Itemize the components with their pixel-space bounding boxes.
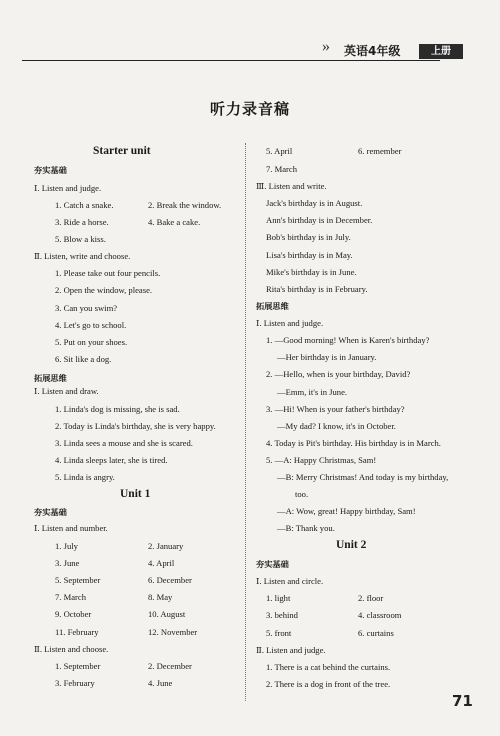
transcript-line: 6. remember <box>358 146 402 156</box>
transcript-line: 1. July <box>55 541 78 551</box>
transcript-line: Ⅲ. Listen and write. <box>256 181 327 191</box>
transcript-line: —A: Wow, great! Happy birthday, Sam! <box>277 506 416 516</box>
transcript-line: Ⅰ. Listen and draw. <box>34 386 99 396</box>
transcript-line: 6. Sit like a dog. <box>55 354 112 364</box>
transcript-line: 7. March <box>55 592 87 602</box>
transcript-line: —Emm, it's in June. <box>277 387 348 397</box>
transcript-line: 8. May <box>148 592 173 602</box>
transcript-line: 2. Break the window. <box>148 200 222 210</box>
transcript-line: Ⅰ. Listen and judge. <box>256 318 324 328</box>
transcript-line: Ⅱ. Listen and choose. <box>34 644 109 654</box>
transcript-line: 9. October <box>55 609 92 619</box>
transcript-line: 1. light <box>266 593 291 603</box>
transcript-line: 12. November <box>148 627 198 637</box>
transcript-line: 3. February <box>55 678 95 688</box>
transcript-line: 4. Bake a cake. <box>148 217 201 227</box>
transcript-line: 5. —A: Happy Christmas, Sam! <box>266 455 377 465</box>
transcript-line: 1. —Good morning! When is Karen's birthday? <box>266 335 430 345</box>
transcript-line: Lisa's birthday is in May. <box>266 250 353 260</box>
transcript-line: Ⅱ. Listen, write and choose. <box>34 251 131 261</box>
transcript-line: Bob's birthday is in July. <box>266 232 351 242</box>
section-heading: 拓展思维 <box>256 301 289 311</box>
transcript-line: 4. Today is Pit's birthday. His birthday is in March. <box>266 438 441 448</box>
unit-heading: Unit 2 <box>336 539 367 551</box>
transcript-line: 3. behind <box>266 610 298 620</box>
transcript-line: —B: Merry Christmas! And today is my birthday, <box>277 472 449 482</box>
transcript-line: 5. Blow a kiss. <box>55 234 106 244</box>
transcript-line: Jack's birthday is in August. <box>266 198 363 208</box>
section-heading: 拓展思维 <box>34 373 67 383</box>
book-title: 英语4年级 <box>344 44 401 58</box>
transcript-line: 1. There is a cat behind the curtains. <box>266 662 391 672</box>
transcript-line: —Her birthday is in January. <box>277 352 377 362</box>
transcript-line: 5. September <box>55 575 101 585</box>
transcript-line: Ⅰ. Listen and circle. <box>256 576 324 586</box>
transcript-line: 2. December <box>148 661 192 671</box>
transcript-line: 3. Ride a horse. <box>55 217 109 227</box>
transcript-line: 4. Linda sleeps later, she is tired. <box>55 455 168 465</box>
section-heading: 夯实基础 <box>34 165 67 175</box>
page-title: 听力录音稿 <box>209 100 290 118</box>
transcript-line: 1. Please take out four pencils. <box>55 268 161 278</box>
transcript-line: 2. —Hello, when is your birthday, David? <box>266 369 411 379</box>
transcript-line: 4. June <box>148 678 173 688</box>
transcript-line: 4. Let's go to school. <box>55 320 127 330</box>
unit-heading: Starter unit <box>93 145 151 157</box>
transcript-line: —B: Thank you. <box>277 523 335 533</box>
transcript-line: —My dad? I know, it's in October. <box>277 421 396 431</box>
transcript-line: 3. Linda sees a mouse and she is scared. <box>55 438 193 448</box>
transcript-line: 5. April <box>266 146 293 156</box>
transcript-line: 5. Put on your shoes. <box>55 337 128 347</box>
transcript-line: 2. Today is Linda's birthday, she is very happy. <box>55 421 216 431</box>
transcript-line: Ⅰ. Listen and number. <box>34 523 108 533</box>
transcript-line: 2. Open the window, please. <box>55 285 153 295</box>
transcript-line: 4. April <box>148 558 175 568</box>
transcript-line: 2. There is a dog in front of the tree. <box>266 679 391 689</box>
transcript-line: 3. —Hi! When is your father's birthday? <box>266 404 405 414</box>
transcript-line: Mike's birthday is in June. <box>266 267 357 277</box>
chevron-right-icon: » <box>322 38 326 55</box>
transcript-line: Ⅱ. Listen and judge. <box>256 645 326 655</box>
transcript-line: too. <box>295 489 309 499</box>
transcript-line: Ann's birthday is in December. <box>266 215 373 225</box>
transcript-line: 7. March <box>266 164 298 174</box>
transcript-line: 2. floor <box>358 593 384 603</box>
header-rule <box>22 60 440 61</box>
transcript-line: 10. August <box>148 609 186 619</box>
transcript-line: 1. Linda's dog is missing, she is sad. <box>55 404 180 414</box>
transcript-line: 11. February <box>55 627 99 637</box>
unit-heading: Unit 1 <box>120 488 151 500</box>
volume-badge: 上册 <box>419 44 463 59</box>
section-heading: 夯实基础 <box>256 559 289 569</box>
transcript-line: 5. Linda is angry. <box>55 472 115 482</box>
transcript-line: 6. December <box>148 575 192 585</box>
transcript-line: 6. curtains <box>358 628 394 638</box>
page-number: 71 <box>452 692 473 710</box>
transcript-line: 3. Can you swim? <box>55 303 118 313</box>
transcript-line: Rita's birthday is in February. <box>266 284 368 294</box>
transcript-line: 4. classroom <box>358 610 402 620</box>
transcript-line: 2. January <box>148 541 184 551</box>
page-header <box>0 0 500 64</box>
transcript-line: 5. front <box>266 628 292 638</box>
transcript-line: 3. June <box>55 558 80 568</box>
section-heading: 夯实基础 <box>34 507 67 517</box>
transcript-line: 1. Catch a snake. <box>55 200 114 210</box>
transcript-line: 1. September <box>55 661 101 671</box>
column-divider <box>245 143 246 701</box>
transcript-line: Ⅰ. Listen and judge. <box>34 183 102 193</box>
